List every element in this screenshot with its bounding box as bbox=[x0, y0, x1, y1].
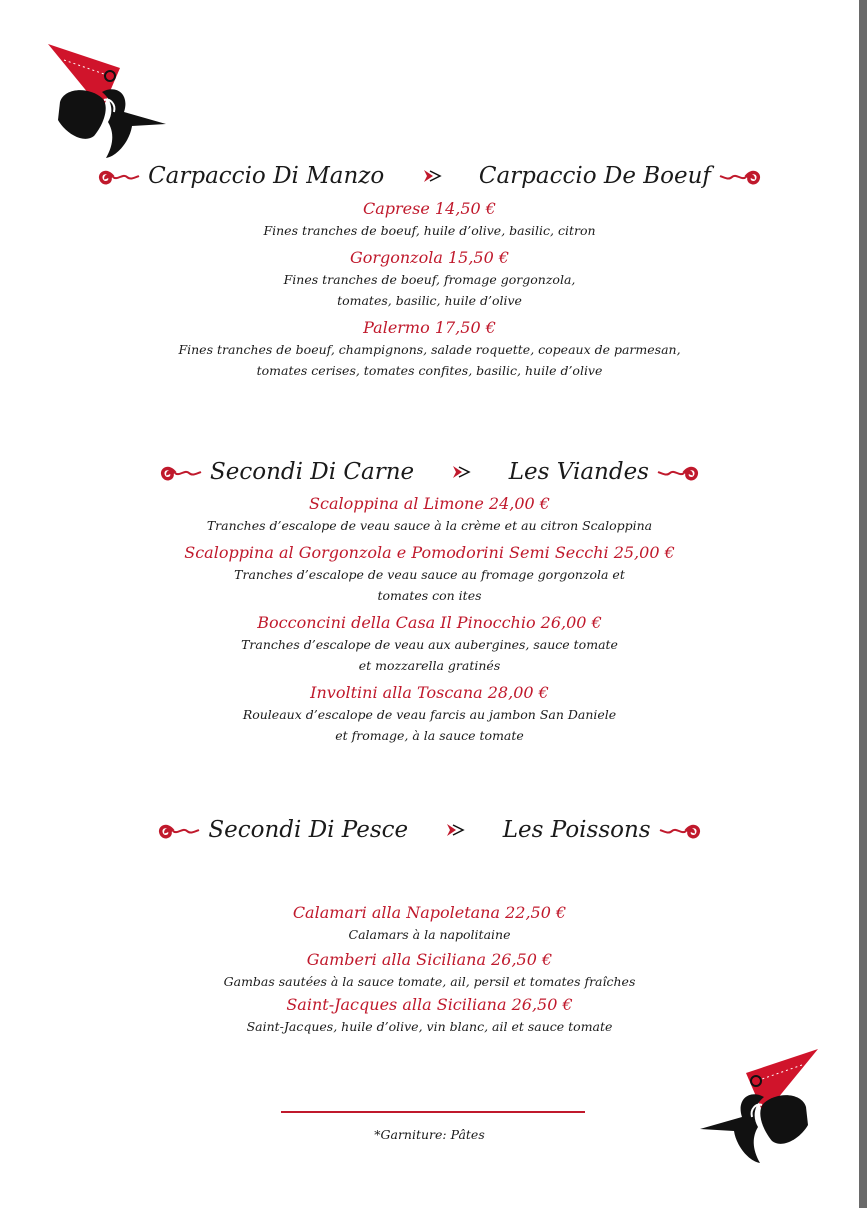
dish-description: Rouleaux d’escalope de veau farcis au jambon San Daniele bbox=[242, 707, 617, 722]
section-title-italian: Carpaccio Di Manzo bbox=[148, 163, 385, 189]
arrow-separator-icon bbox=[422, 168, 442, 184]
dish-description: tomates con ites bbox=[377, 588, 482, 603]
dish-description: Tranches d’escalope de veau aux aubergines, sauce tomate bbox=[241, 637, 618, 652]
pinocchio-logo-icon bbox=[696, 1044, 822, 1170]
dish-description: et fromage, à la sauce tomate bbox=[335, 728, 524, 743]
section-heading-poissons bbox=[0, 814, 859, 845]
dish-description: Fines tranches de boeuf, huile d’olive, basilic, citron bbox=[263, 223, 596, 238]
dish-description: Fines tranches de boeuf, champignons, salade roquette, copeaux de parmesan, bbox=[178, 342, 681, 357]
dish-name: Calamari alla Napoletana 22,50 € bbox=[292, 903, 567, 922]
arrow-separator-icon bbox=[445, 822, 465, 838]
arrow-separator-icon bbox=[451, 464, 471, 480]
section-title-italian: Secondi Di Pesce bbox=[208, 817, 409, 843]
section-title-italian: Secondi Di Carne bbox=[210, 459, 415, 485]
section-heading-viandes bbox=[0, 456, 859, 487]
dish-description: et mozzarella gratinés bbox=[358, 658, 501, 673]
swirl-ornament-icon bbox=[658, 819, 702, 841]
dish-name: Bocconcini della Casa Il Pinocchio 26,00 € bbox=[257, 613, 602, 632]
dish-name: Caprese 14,50 € bbox=[363, 199, 496, 218]
dish-name: Saint-Jacques alla Siciliana 26,50 € bbox=[286, 995, 573, 1014]
dish-name: Scaloppina al Gorgonzola e Pomodorini Semi Secchi 25,00 € bbox=[184, 543, 675, 562]
dish-description: tomates, basilic, huile d’olive bbox=[337, 293, 522, 308]
dish-description: Tranches d’escalope de veau sauce à la crème et au citron Scaloppina bbox=[206, 518, 653, 533]
dish-description: Tranches d’escalope de veau sauce au fromage gorgonzola et bbox=[234, 567, 625, 582]
dish-description: Saint-Jacques, huile d’olive, vin blanc, ail et sauce tomate bbox=[246, 1019, 613, 1034]
dish-name: Gamberi alla Siciliana 26,50 € bbox=[306, 950, 553, 969]
dish-description: tomates cerises, tomates confites, basilic, huile d’olive bbox=[256, 363, 603, 378]
swirl-ornament-icon bbox=[97, 165, 141, 187]
dish-description: Fines tranches de boeuf, fromage gorgonzola, bbox=[283, 272, 576, 287]
swirl-ornament-icon bbox=[718, 165, 762, 187]
section-items-viandes bbox=[0, 493, 859, 752]
section-items-poissons bbox=[0, 902, 859, 1043]
section-items-carpaccio bbox=[0, 198, 859, 387]
section-title-french: Carpaccio De Boeuf bbox=[478, 163, 711, 189]
dish-description: Calamars à la napolitaine bbox=[348, 927, 511, 942]
footer-note: *Garniture: Pâtes bbox=[374, 1127, 485, 1142]
section-title-french: Les Viandes bbox=[508, 459, 649, 485]
section-title-french: Les Poissons bbox=[502, 817, 651, 843]
divider-line bbox=[281, 1111, 585, 1113]
section-heading-carpaccio bbox=[0, 160, 859, 191]
swirl-ornament-icon bbox=[157, 819, 201, 841]
dish-name: Palermo 17,50 € bbox=[363, 318, 496, 337]
dish-name: Gorgonzola 15,50 € bbox=[349, 248, 510, 267]
dish-description: Gambas sautées à la sauce tomate, ail, persil et tomates fraîches bbox=[223, 974, 636, 989]
dish-name: Scaloppina al Limone 24,00 € bbox=[309, 494, 550, 513]
swirl-ornament-icon bbox=[159, 461, 203, 483]
pinocchio-logo-icon bbox=[44, 40, 170, 164]
swirl-ornament-icon bbox=[656, 461, 700, 483]
dish-name: Involtini alla Toscana 28,00 € bbox=[310, 683, 549, 702]
